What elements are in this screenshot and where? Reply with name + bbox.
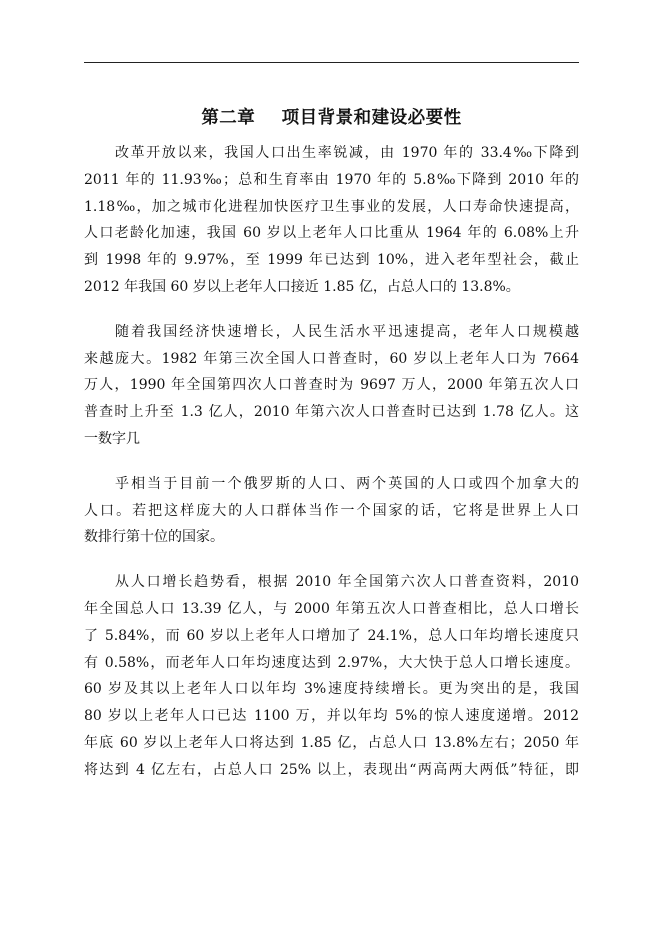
text-line: 人口老龄化加速，我国 60 岁以上老年人口比重从 1964 年的 6.08%上升 [84, 225, 579, 242]
paragraph-1 [84, 140, 579, 301]
text-line: 有 0.58%，而老年人口年均速度达到 2.97%，大大快于总人口增长速度。 [84, 654, 579, 671]
text-line: 乎相当于目前一个俄罗斯的人口、两个英国的人口或四个加拿大的 [115, 475, 579, 492]
paragraph-4 [84, 569, 579, 783]
document-body [84, 140, 579, 802]
text-line: 从人口增长趋势看，根据 2010 年全国第六次人口普查资料，2010 [115, 574, 579, 591]
text-line: 一数字几 [84, 430, 140, 447]
text-line: 60 岁及其以上老年人口以年均 3%速度持续增长。更为突出的是，我国 [84, 681, 579, 698]
text-line: 万人，1990 年全国第四次人口普查时为 9697 万人，2000 年第五次人口 [84, 377, 579, 394]
text-line: 来越庞大。1982 年第三次全国人口普查时，60 岁以上老年人口为 7664 [84, 350, 579, 367]
paragraph-2 [84, 319, 579, 453]
text-line: 2011 年的 11.93‰；总和生育率由 1970 年的 5.8‰下降到 2010 年的 [84, 171, 579, 188]
text-line: 数排行第十位的国家。 [84, 529, 224, 546]
text-line: 2012 年我国 60 岁以上老年人口接近 1.85 亿，占总人口的 13.8%。 [84, 278, 520, 295]
text-line: 80 岁以上老年人口已达 1100 万，并以年均 5%的惊人速度递增。2012 [84, 708, 579, 725]
text-line: 改革开放以来，我国人口出生率锐减，由 1970 年的 33.4‰下降到 [115, 145, 579, 161]
header-rule [84, 62, 579, 63]
text-line: 年全国总人口 13.39 亿人，与 2000 年第五次人口普查相比，总人口增长 [84, 600, 579, 617]
text-line: 年底 60 岁以上老年人口将达到 1.85 亿，占总人口 13.8%左右；2050 年 [84, 734, 579, 751]
text-line: 将达到 4 亿左右，占总人口 25% 以上，表现出“两高两大两低”特征，即 [84, 761, 579, 778]
text-line: 1.18‰，加之城市化进程加快医疗卫生事业的发展，人口寿命快速提高， [84, 198, 579, 215]
chapter-title: 第二章 项目背景和建设必要性 [201, 108, 462, 128]
text-line: 普查时上升至 1.3 亿人，2010 年第六次人口普查时已达到 1.78 亿人。这 [84, 404, 579, 421]
text-line: 到 1998 年的 9.97%，至 1999 年已达到 10%，进入老年型社会，截止 [84, 252, 579, 269]
text-line: 了 5.84%，而 60 岁以上老年人口增加了 24.1%，总人口年均增长速度只 [84, 627, 579, 644]
text-line: 人口。若把这样庞大的人口群体当作一个国家的话，它将是世界上人口 [84, 502, 579, 519]
paragraph-3 [84, 471, 579, 551]
text-line: 随着我国经济快速增长，人民生活水平迅速提高，老年人口规模越 [115, 323, 579, 340]
